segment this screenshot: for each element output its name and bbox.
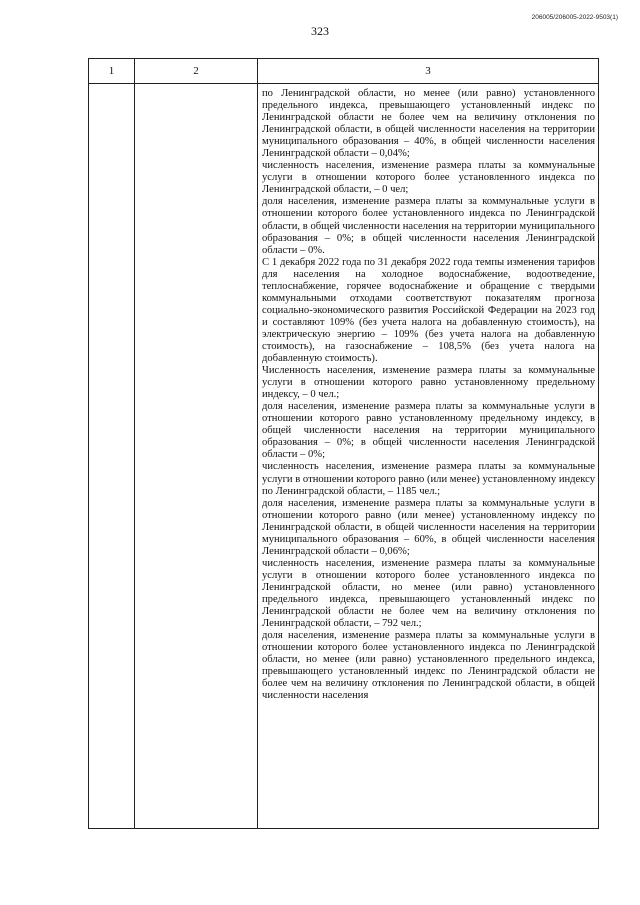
paragraph: доля населения, изменение размера платы за коммунальные услуги в отношении которого более установленного индекса по Ленинградской области, но менее (или равно) установленного предельного индекса, превышающего установленный индекс по Ленинградской области не более чем на величину отклонения по Ленинградской области, в общей численности населения <box>262 630 595 702</box>
paragraph: Численность населения, изменение размера платы за коммунальные услуги в отношении которого равно установленному предельному индексу, – 0 чел.; <box>262 365 595 401</box>
paragraph: численность населения, изменение размера платы за коммунальные услуги в отношении которого равно (или менее) установленному индексу по Ленинградской области, – 1185 чел.; <box>262 461 595 497</box>
document-id: 206005/206005-2022-9503(1) <box>531 14 618 21</box>
column-header-2: 2 <box>135 59 258 84</box>
column-1-cell <box>89 84 135 829</box>
paragraph: доля населения, изменение размера платы за коммунальные услуги в отношении которого равно установленному предельному индексу, в общей численности населения на территории муниципального образования – 0%; в общей численности населения Ленинградской области – 0%; <box>262 401 595 461</box>
paragraph: по Ленинградской области, но менее (или равно) установленного предельного индекса, превышающего установленный индекс по Ленинградской области не более чем на величину отклонения по Ленинградской области, в общей численности населения на территории муниципального образования – 40%, в общей численности населения Ленинградской области – 0,04%; <box>262 88 595 160</box>
column-2-cell <box>135 84 258 829</box>
paragraph: численность населения, изменение размера платы за коммунальные услуги в отношении которого более установленного индекса по Ленинградской области, но менее (или равно) установленного предельного индекса, превышающего установленный индекс по Ленинградской области не более чем на величину отклонения по Ленинградской области, – 792 чел.; <box>262 557 595 630</box>
paragraph: доля населения, изменение размера платы за коммунальные услуги в отношении которого более установленного индекса по Ленинградской области, в общей численности населения на территории муниципального образования – 0%; в общей численности населения Ленинградской области – 0%. <box>262 196 595 256</box>
column-3-cell <box>258 84 599 829</box>
column-header-1: 1 <box>89 59 135 84</box>
table-header-row <box>89 59 599 84</box>
paragraph: С 1 декабря 2022 года по 31 декабря 2022 года темпы изменения тарифов для населения на холодное водоснабжение, водоотведение, теплоснабжение, горячее водоснабжение и обращение с твердыми коммунальными отходами соответствуют показателям прогноза социально-экономического развития Российской Федерации на 2023 год и составляют 109% (без учета налога на добавленную стоимость), на электрическую энергию – 109% (без учета налога на добавленную стоимость), на газоснабжение – 108,5% (без учета налога на добавленную стоимость). <box>262 256 595 365</box>
column-header-3: 3 <box>258 59 599 84</box>
paragraph: численность населения, изменение размера платы за коммунальные услуги в отношении которого более установленного индекса по Ленинградской области, – 0 чел; <box>262 160 595 196</box>
page-number: 323 <box>311 24 329 38</box>
table-row <box>89 84 599 829</box>
document-table <box>88 58 599 829</box>
paragraph: доля населения, изменение размера платы за коммунальные услуги в отношении которого равно (или менее) установленному индексу по Ленинградской области, в общей численности населения на территории муниципального образования – 60%, в общей численности населения Ленинградской области – 0,06%; <box>262 497 595 557</box>
